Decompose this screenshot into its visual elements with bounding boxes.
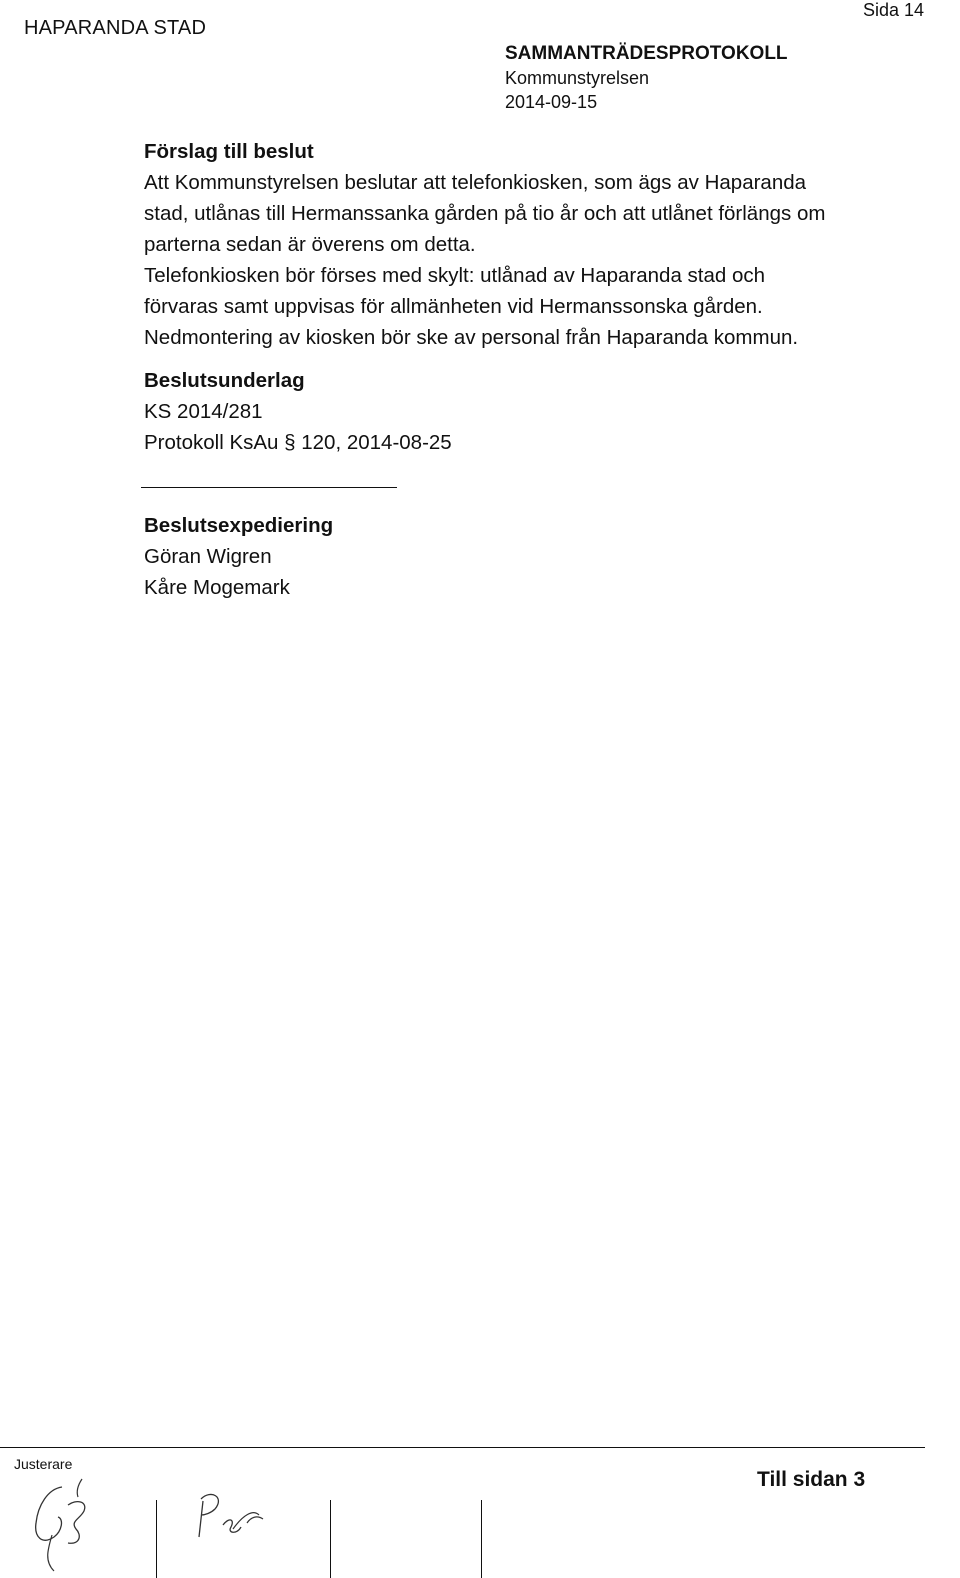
protocol-title: SAMMANTRÄDESPROTOKOLL [505, 43, 788, 64]
signature-separator [330, 1500, 331, 1578]
next-page-reference: Till sidan 3 [757, 1468, 866, 1491]
signature-separator [156, 1500, 157, 1578]
basis-line: KS 2014/281 [144, 400, 263, 423]
protocol-date: 2014-09-15 [505, 92, 598, 112]
dispatch-text [144, 541, 333, 603]
proposal-line: parterna sedan är överens om detta. [144, 233, 476, 256]
dispatch-section [144, 510, 333, 603]
proposal-text [144, 167, 934, 353]
basis-text [144, 396, 934, 458]
proposal-line: Telefonkiosken bör förses med skylt: utlånad av Haparanda stad och [144, 264, 766, 287]
basis-line: Protokoll KsAu § 120, 2014-08-25 [144, 431, 452, 454]
organization-name: HAPARANDA STAD [24, 17, 207, 39]
section-divider [141, 487, 397, 488]
proposal-line: förvaras samt uppvisas för allmänheten vid Hermanssonska gården. [144, 295, 763, 318]
justerare-label: Justerare [14, 1456, 73, 1472]
footer-divider [0, 1447, 925, 1448]
proposal-line: Att Kommunstyrelsen beslutar att telefonkiosken, som ägs av Haparanda [144, 171, 807, 194]
proposal-heading: Förslag till beslut [144, 140, 314, 163]
dispatch-heading: Beslutsexpediering [144, 514, 334, 537]
signature-separator [481, 1500, 482, 1578]
document-content [144, 136, 934, 458]
dispatch-line: Göran Wigren [144, 545, 272, 568]
protocol-body: Kommunstyrelsen [505, 68, 650, 88]
signature-initials-1 [18, 1475, 108, 1578]
page-number: Sida 14 [863, 0, 925, 20]
basis-heading: Beslutsunderlag [144, 369, 305, 392]
signature-initials-2 [185, 1475, 285, 1545]
dispatch-line: Kåre Mogemark [144, 576, 290, 599]
proposal-line: Nedmontering av kiosken bör ske av personal från Haparanda kommun. [144, 326, 799, 349]
proposal-line: stad, utlånas till Hermanssanka gården på tio år och att utlånet förlängs om [144, 202, 826, 225]
